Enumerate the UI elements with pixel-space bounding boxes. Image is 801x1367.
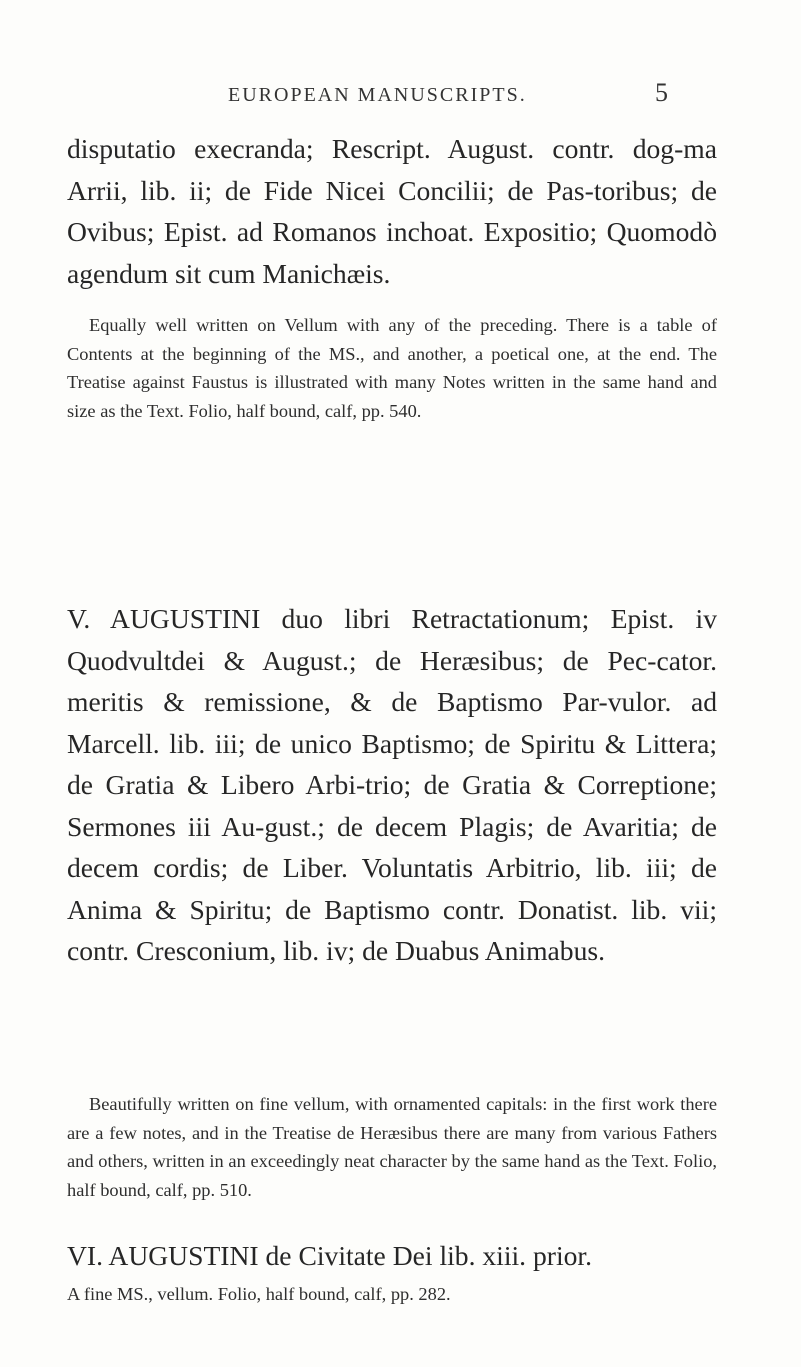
entry-body: VI. AUGUSTINI de Civitate Dei lib. xiii. prior. [67,1240,592,1271]
running-head: EUROPEAN MANUSCRIPTS. [228,84,527,106]
entry-note: A fine MS., vellum. Folio, half bound, calf, pp. 282. [67,1284,451,1304]
entry-body: disputatio execranda; Rescript. August. contr. dog-ma Arrii, lib. ii; de Fide Nicei Concilii; de Pas-toribus; de Ovibus; Epist. ad Romanos inchoat. Expositio; Quomodò agendum sit cum Manichæis. [67,133,717,289]
entry-note: Beautifully written on fine vellum, with ornamented capitals: in the first work there are a few notes, and in the Treatise de Heræsibus there are many from various Fathers and others, written in an exceedingly neat character by the same hand as the Text. Folio, half bound, calf, pp. 510. [67,1094,717,1200]
page-number: 5 [655,78,668,107]
entry-body: V. AUGUSTINI duo libri Retractationum; Epist. iv Quodvultdei & August.; de Heræsibus; de Pec-cator. meritis & remissione, & de Baptismo Par-vulor. ad Marcell. lib. iii; de unico Baptismo; de Spiritu & Littera; de Gratia & Libero Arbi-trio; de Gratia & Correptione; Sermones iii Au-gust.; de decem Plagis; de Avaritia; de decem cordis; de Liber. Voluntatis Arbitrio, lib. iii; de Anima & Spiritu; de Baptismo contr. Donatist. lib. vii; contr. Cresconium, lib. iv; de Duabus Animabus. [67,603,717,966]
entry-note: Equally well written on Vellum with any of the preceding. There is a table of Contents at the beginning of the MS., and another, a poetical one, at the end. The Treatise against Faustus is illustrated with many Notes written in the same hand and size as the Text. Folio, half bound, calf, pp. 540. [67,315,717,421]
